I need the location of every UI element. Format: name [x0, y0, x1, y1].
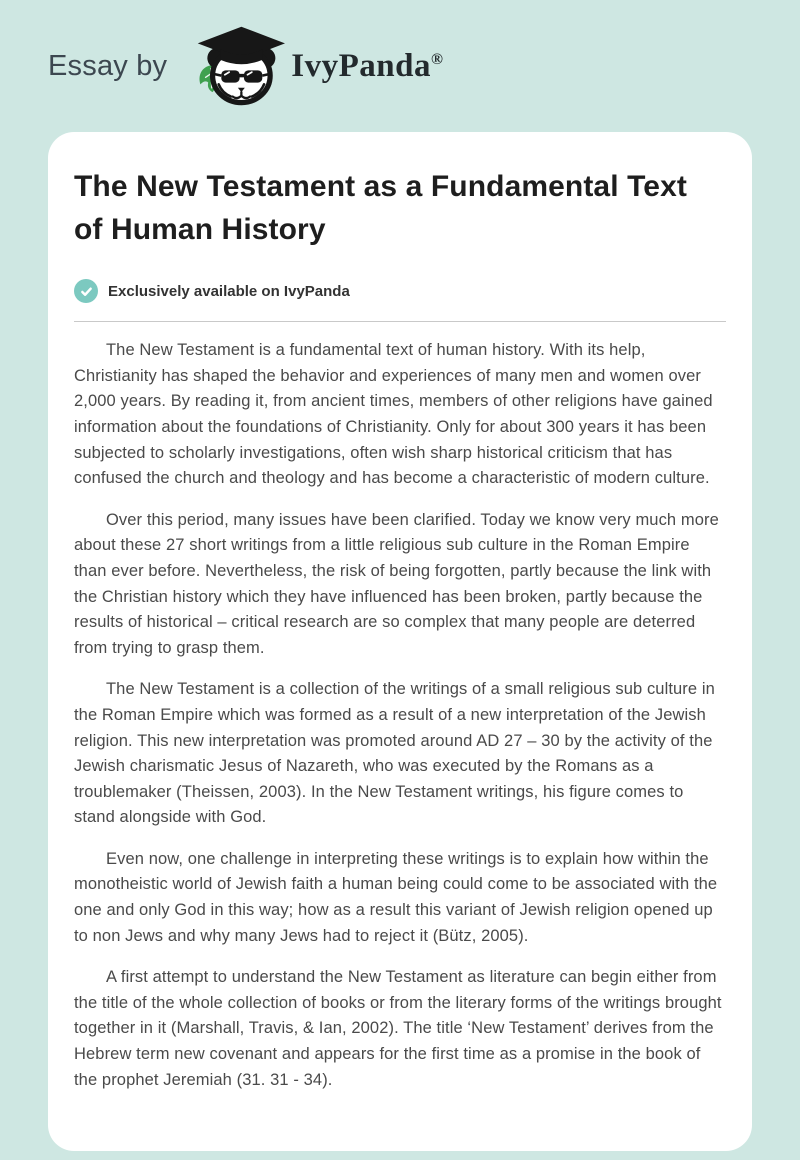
badge-label: Exclusively available on IvyPanda — [108, 282, 350, 300]
check-icon — [74, 279, 98, 303]
brand-name: IvyPanda — [291, 47, 431, 84]
page-header — [0, 0, 800, 104]
essay-paragraph-3: The New Testament is a collection of the writings of a small religious sub culture in the Roman Empire which was formed as a result of a new interpretation of the Jewish religion. This new interpretation was promoted around AD 27 – 30 by the activity of the Jewish charismatic Jesus of Nazareth, who was executed by the Romans as a troublemaker (Theissen, 2003). In the New Testament writings, his figure comes to stand alongside with God. — [74, 680, 715, 827]
registered-mark: ® — [430, 50, 444, 68]
essay-card — [48, 132, 752, 1151]
exclusive-badge — [74, 279, 726, 303]
essay-paragraph-4: Even now, one challenge in interpreting these writings is to explain how within the monotheistic world of Jewish faith a human being could come to be associated with the one and only God in this way; how as a result this variant of Jewish religion opened up to non Jews and why many Jews had to reject it (Bütz, 2005). — [74, 849, 718, 945]
ivypanda-logo[interactable] — [189, 25, 443, 107]
panda-graduate-logo-icon — [189, 25, 285, 107]
essay-paragraph-5: A first attempt to understand the New Testament as literature can begin either from the title of the whole collection of books or from the literary forms of the writings brought together in it (Marshall, Travis, & Ian, 2002). The title ‘New Testament’ derives from the Hebrew term new covenant and appears for the first time as a promise in the book of the prophet Jeremiah (31. 31 - 34). — [74, 968, 722, 1089]
divider — [74, 321, 726, 322]
page-title: The New Testament as a Fundamental Text of Human History — [74, 170, 687, 246]
essay-paragraph-1: The New Testament is a fundamental text of human history. With its help, Christianity has shaped the behavior and experiences of many men and women over 2,000 years. By reading it, from ancient times, members of other religions have gained information about the foundations of Christianity. Only for about 300 years it has been subjected to scholarly investigations, often wish sharp historical criticism that has confused the church and theology and has become a characteristic of modern culture. — [74, 341, 713, 488]
essay-by-label: Essay by — [48, 49, 168, 82]
brand-text — [291, 48, 443, 85]
essay-paragraph-2: Over this period, many issues have been clarified. Today we know very much more about these 27 short writings from a little religious sub culture in the Roman Empire than ever before. Nevertheless, the risk of being forgotten, partly because the link with the Christian history which they have influenced has been broken, partly because the results of historical – critical research are so complex that many people are deterred from trying to grasp them. — [74, 510, 719, 657]
essay-body — [74, 338, 726, 1093]
